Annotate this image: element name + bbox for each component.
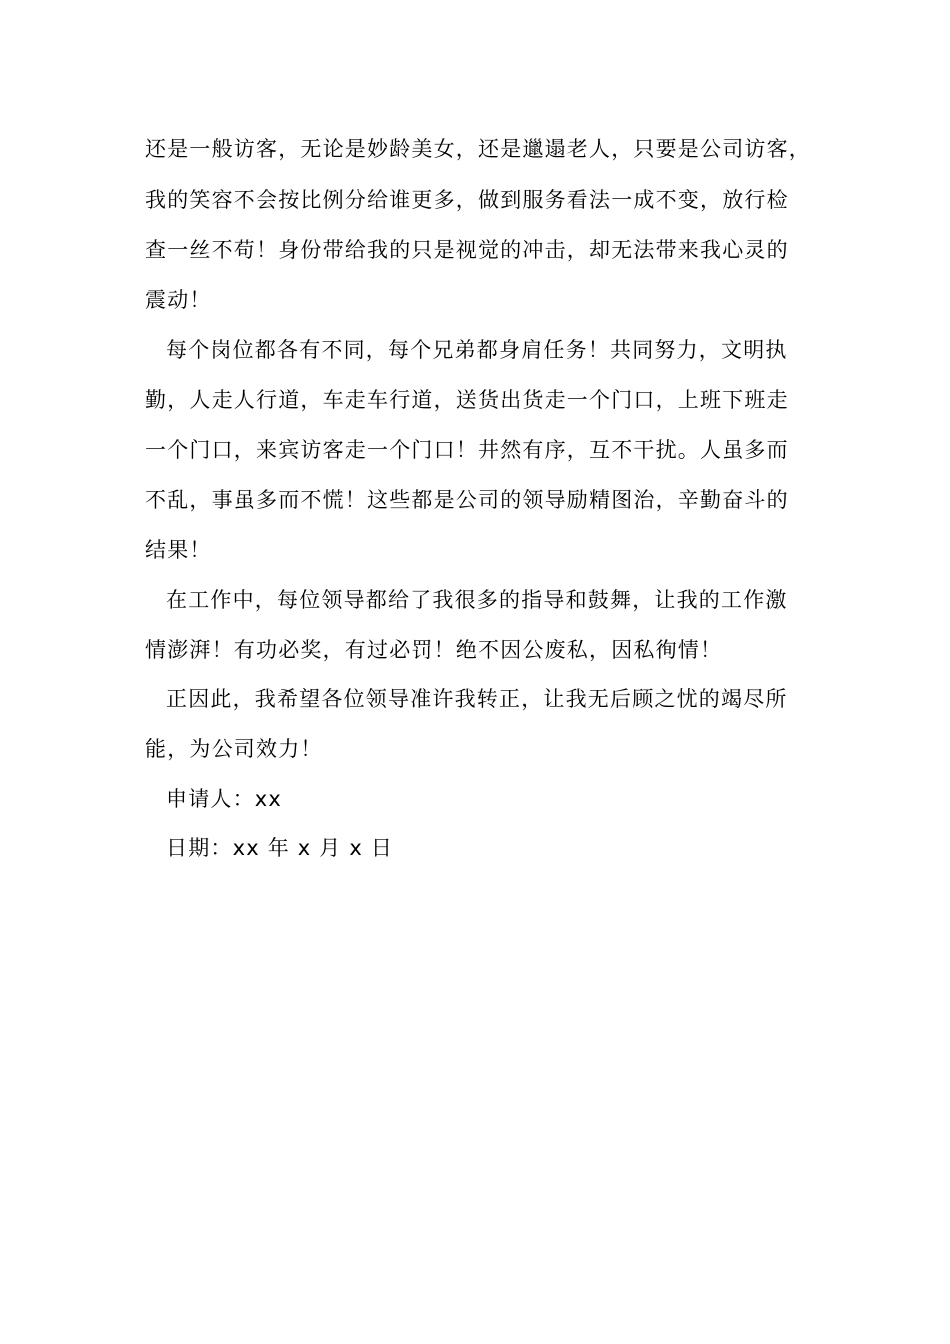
paragraph-2-line-2: 勤，人走人行道，车走车行道，送货出货走一个门口，上班下班走 — [145, 388, 789, 412]
date-line: 日期：xx 年 x 月 x 日 — [166, 836, 394, 860]
paragraph-3-line-1: 在工作中，每位领导都给了我很多的指导和鼓舞，让我的工作激 — [166, 588, 788, 612]
paragraph-2-line-4: 不乱，事虽多而不慌！这些都是公司的领导励精图治，辛勤奋斗的 — [145, 488, 789, 512]
paragraph-3-line-2: 情澎湃！有功必奖，有过必罚！绝不因公废私，因私徇情！ — [145, 638, 723, 662]
paragraph-2-line-5: 结果！ — [145, 538, 212, 562]
paragraph-1-line-3: 查一丝不苟！身份带给我的只是视觉的冲击，却无法带来我心灵的 — [145, 238, 789, 262]
paragraph-4-line-1: 正因此，我希望各位领导准许我转正，让我无后顾之忧的竭尽所 — [166, 687, 788, 711]
paragraph-2-line-3: 一个门口，来宾访客走一个门口！井然有序，互不干扰。人虽多而 — [145, 438, 789, 462]
paragraph-1-line-2: 我的笑容不会按比例分给谁更多，做到服务看法一成不变，放行检 — [145, 188, 789, 212]
paragraph-4-line-2: 能，为公司效力！ — [145, 737, 323, 761]
paragraph-2-line-1: 每个岗位都各有不同，每个兄弟都身肩任务！共同努力，文明执 — [166, 338, 788, 362]
paragraph-1-line-1: 还是一般访客，无论是妙龄美女，还是邋遢老人，只要是公司访客， — [145, 137, 811, 161]
applicant-line: 申请人：xx — [166, 787, 283, 811]
paragraph-1-line-4: 震动！ — [145, 288, 212, 312]
